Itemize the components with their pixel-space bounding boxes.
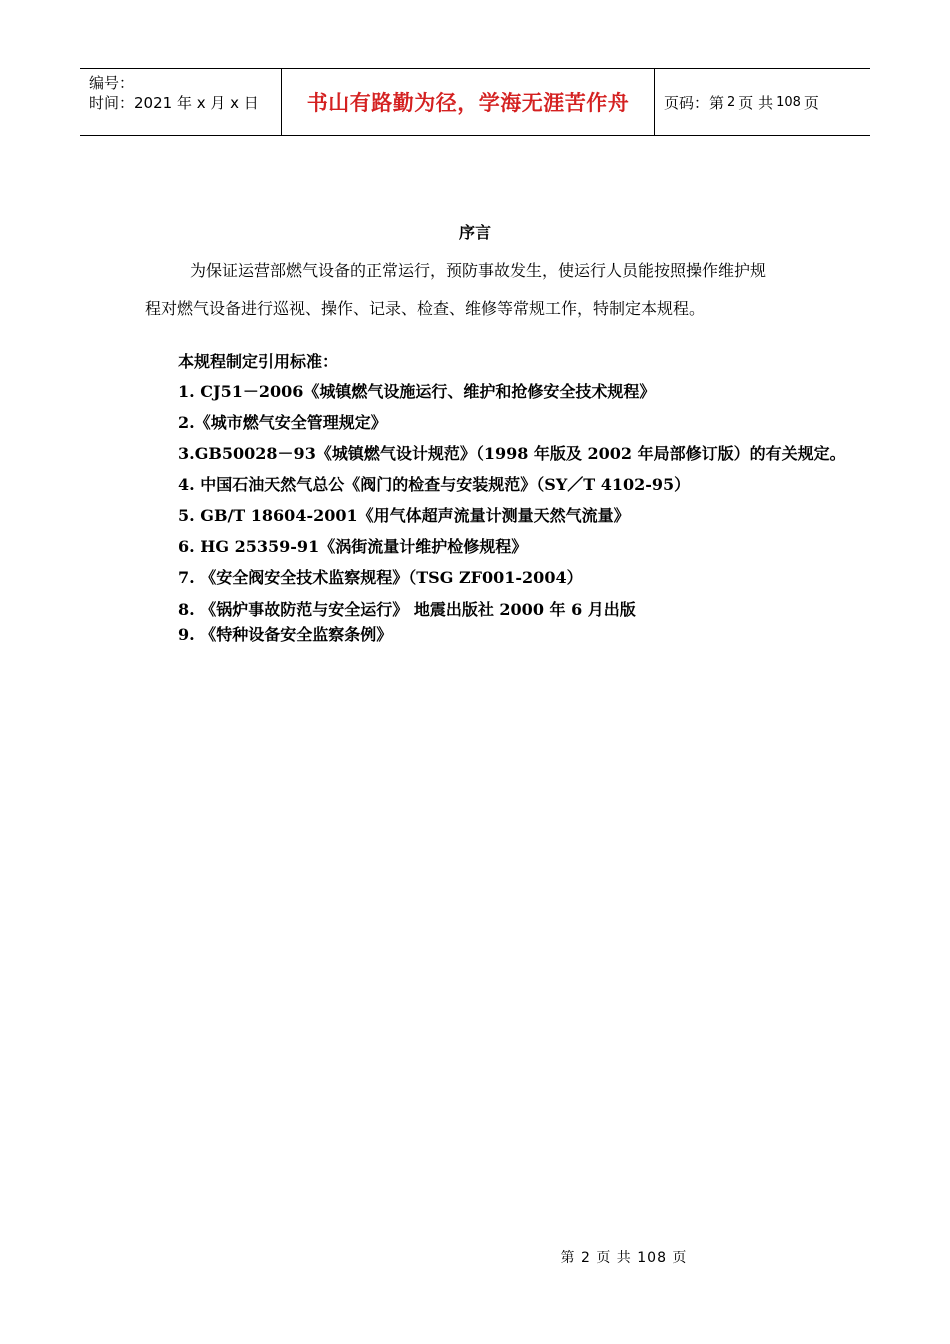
reference-item-8: 8. 《锅炉事故防范与安全运行》 地震出版社 2000 年 6 月出版 — [178, 600, 636, 619]
reference-item-2: 2.《城市燃气安全管理规定》 — [178, 413, 387, 432]
header-meta-cell — [80, 69, 282, 135]
document-number-label: 编号： — [89, 74, 135, 92]
preface-paragraph-line-1: 为保证运营部燃气设备的正常运行，预防事故发生，使运行人员能按照操作维护规 — [190, 261, 767, 280]
document-title: 序言 — [458, 223, 491, 242]
page-footer: 第 2 页 共 108 页 — [560, 1250, 688, 1266]
document-time: 时间：2021 年 x 月 x 日 — [89, 94, 259, 112]
header-motto: 书山有路勤为径，学海无涯苦作舟 — [306, 91, 630, 115]
reference-item-7: 7. 《安全阀安全技术监察规程》（TSG ZF001-2004） — [178, 568, 583, 587]
reference-item-3: 3.GB50028－93《城镇燃气设计规范》（1998 年版及 2002 年局部修订版）的有关规定。 — [178, 444, 846, 463]
page-current: 2 — [727, 94, 736, 110]
reference-item-6: 6. HG 25359-91《涡街流量计维护检修规程》 — [178, 537, 528, 556]
page-total: 108 — [776, 94, 801, 110]
page-mid: 页 共 — [738, 93, 774, 112]
page-prefix: 页码：第 — [664, 93, 725, 112]
page-header — [80, 68, 870, 136]
reference-item-5: 5. GB/T 18604-2001《用气体超声流量计测量天然气流量》 — [178, 506, 630, 525]
preface-paragraph-line-2: 程对燃气设备进行巡视、操作、记录、检查、维修等常规工作，特制定本规程。 — [145, 299, 706, 318]
reference-item-1: 1. CJ51－2006《城镇燃气设施运行、维护和抢修安全技术规程》 — [178, 382, 656, 401]
header-motto-cell — [282, 69, 655, 135]
reference-item-4: 4. 中国石油天然气总公《阀门的检查与安装规范》（SY／T 4102-95） — [178, 475, 691, 494]
reference-item-9: 9. 《特种设备安全监察条例》 — [178, 625, 393, 644]
page-suffix: 页 — [803, 93, 819, 112]
references-intro: 本规程制定引用标准： — [178, 352, 339, 371]
header-page-cell — [655, 69, 870, 135]
